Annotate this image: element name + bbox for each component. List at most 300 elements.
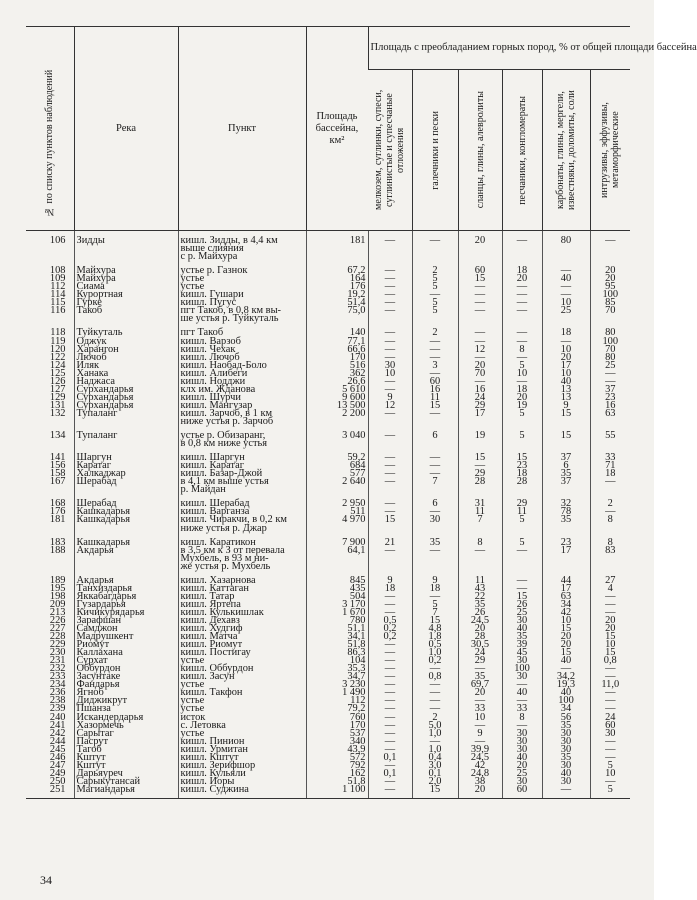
c5-cell: 15: [542, 649, 590, 657]
c1-cell: 0,2: [368, 633, 412, 641]
point-cell: кишл. Иоры: [178, 778, 306, 786]
point-cell: кишл. Шаргун: [178, 454, 306, 462]
c2-cell: 60: [412, 378, 458, 386]
table-row: [26, 432, 630, 448]
c2-cell: 6: [412, 432, 458, 448]
c4-cell: —: [502, 307, 542, 323]
area-cell: 64,1: [306, 547, 368, 571]
c2-cell: —: [412, 508, 458, 516]
point-cell: кишл. Постигау: [178, 649, 306, 657]
num-cell: 230: [49, 647, 66, 659]
c5-cell: —: [542, 338, 590, 346]
c6-cell: 55: [590, 432, 630, 448]
c2-cell: 18: [412, 585, 458, 593]
river-cell: Танхиздарья: [74, 585, 178, 593]
header-point: Пункт: [178, 27, 306, 231]
area-cell: 845: [306, 577, 368, 585]
c4-cell: 5: [502, 432, 542, 448]
area-cell: 1 670: [306, 609, 368, 617]
area-cell: 112: [306, 697, 368, 705]
c1-cell: —: [368, 478, 412, 494]
point-cell: в 4,1 км выше устья р. Майдан: [178, 478, 306, 494]
table-row: [26, 299, 630, 307]
point-cell: с. Летовка: [178, 722, 306, 730]
num-cell: 131: [49, 399, 66, 411]
c5-cell: 40: [542, 378, 590, 386]
header-col-gravel: галечники и пески: [412, 70, 458, 231]
c2-cell: 9: [412, 577, 458, 585]
river-cell: Каллахана: [74, 649, 178, 657]
c4-cell: —: [502, 547, 542, 571]
num-cell: 119: [50, 335, 66, 347]
c5-cell: —: [542, 291, 590, 299]
c3-cell: 11: [458, 577, 502, 585]
c3-cell: —: [458, 283, 502, 291]
c5-cell: 20: [542, 354, 590, 362]
c1-cell: 15: [368, 516, 412, 532]
table-row: [26, 633, 630, 641]
c5-cell: 15: [542, 432, 590, 448]
point-cell: кишл. Мангузар: [178, 402, 306, 410]
area-cell: 504: [306, 593, 368, 601]
c6-cell: 10: [590, 641, 630, 649]
c4-cell: 35: [502, 633, 542, 641]
c5-cell: 80: [542, 237, 590, 261]
c3-cell: 20: [458, 237, 502, 261]
c4-cell: 45: [502, 649, 542, 657]
river-cell: Засунтаке: [74, 673, 178, 681]
river-cell: Риомут: [74, 641, 178, 649]
area-cell: 51,1: [306, 625, 368, 633]
c1-cell: —: [368, 267, 412, 275]
river-cell: Акдарья: [74, 577, 178, 585]
c2-cell: 0,1: [412, 770, 458, 778]
area-cell: 5 610: [306, 386, 368, 394]
c2-cell: 1,0: [412, 730, 458, 738]
c5-cell: 13: [542, 394, 590, 402]
c4-cell: —: [502, 577, 542, 585]
c4-cell: 5: [502, 410, 542, 426]
num-cell: 127: [49, 383, 66, 395]
c6-cell: 8: [590, 539, 630, 547]
river-cell: Магиандарья: [74, 786, 178, 794]
c3-cell: 69,7: [458, 681, 502, 689]
area-cell: 4 970: [306, 516, 368, 532]
c4-cell: —: [502, 681, 542, 689]
c4-cell: —: [502, 237, 542, 261]
point-cell: кишл. Оббурдон: [178, 665, 306, 673]
c3-cell: 30,5: [458, 641, 502, 649]
c6-cell: 5: [590, 762, 630, 770]
c6-cell: —: [590, 705, 630, 713]
c4-cell: 5: [502, 516, 542, 532]
c5-cell: 100: [542, 697, 590, 705]
area-cell: 760: [306, 714, 368, 722]
point-cell: кишл. Шурчи: [178, 394, 306, 402]
point-cell: в 3,5 км к З от перевала Мухбель, в 93 м ни- же устья р. Мухбель: [178, 547, 306, 571]
c2-cell: —: [412, 338, 458, 346]
area-cell: 13 500: [306, 402, 368, 410]
point-cell: кишл. Лючоб: [178, 354, 306, 362]
point-cell: кишл. Кулькишлак: [178, 609, 306, 617]
c3-cell: 24,5: [458, 754, 502, 762]
c3-cell: —: [458, 329, 502, 337]
c3-cell: —: [458, 665, 502, 673]
c5-cell: 56: [542, 714, 590, 722]
num-cell: 125: [49, 367, 66, 379]
c5-cell: 10: [542, 617, 590, 625]
area-cell: 79,2: [306, 705, 368, 713]
table-row: [26, 786, 630, 794]
c3-cell: 31: [458, 500, 502, 508]
table-row: [26, 354, 630, 362]
river-cell: Иляк: [74, 362, 178, 370]
num-cell: 132: [49, 407, 66, 419]
c3-cell: 20: [458, 689, 502, 697]
c6-cell: 60: [590, 722, 630, 730]
point-cell: кишл. Зерифшор: [178, 762, 306, 770]
c2-cell: 1,8: [412, 633, 458, 641]
c2-cell: 0,2: [412, 657, 458, 665]
point-cell: кишл. Хазарнова: [178, 577, 306, 585]
area-cell: 51,8: [306, 778, 368, 786]
c6-cell: —: [590, 738, 630, 746]
num-cell: 209: [49, 598, 66, 610]
c5-cell: 13: [542, 386, 590, 394]
river-cell: Кашкадарья: [74, 539, 178, 547]
area-cell: 577: [306, 470, 368, 478]
c3-cell: —: [458, 307, 502, 323]
c1-cell: —: [368, 410, 412, 426]
num-cell: 226: [49, 614, 66, 626]
c6-cell: 33: [590, 454, 630, 462]
point-cell: устье: [178, 275, 306, 283]
c1-cell: —: [368, 657, 412, 665]
table-row: [26, 307, 630, 323]
c6-cell: —: [590, 478, 630, 494]
area-cell: 435: [306, 585, 368, 593]
num-cell: 129: [49, 391, 66, 403]
c4-cell: 40: [502, 754, 542, 762]
table-row: [26, 730, 630, 738]
c1-cell: 9: [368, 394, 412, 402]
header-area: Площадь бассейна, км²: [306, 27, 368, 231]
c5-cell: 6: [542, 462, 590, 470]
c6-cell: 2: [590, 500, 630, 508]
area-cell: 780: [306, 617, 368, 625]
c5-cell: 9: [542, 402, 590, 410]
point-cell: кишл. Пугус: [178, 299, 306, 307]
header-col-shale: сланцы, глины, алевролиты: [458, 70, 502, 231]
c4-cell: 18: [502, 470, 542, 478]
river-cell: Кштут: [74, 762, 178, 770]
area-cell: 537: [306, 730, 368, 738]
c1-cell: —: [368, 329, 412, 337]
table-row: [26, 649, 630, 657]
table-row: [26, 329, 630, 337]
c5-cell: —: [542, 283, 590, 291]
c5-cell: 37: [542, 478, 590, 494]
river-cell: Тупаланг: [74, 410, 178, 426]
table-row: [26, 454, 630, 462]
c5-cell: 20: [542, 641, 590, 649]
c5-cell: 23: [542, 539, 590, 547]
c1-cell: —: [368, 722, 412, 730]
num-cell: 115: [50, 297, 66, 309]
num-cell: 108: [49, 265, 66, 277]
c1-cell: 10: [368, 370, 412, 378]
table-row: [26, 539, 630, 547]
c1-cell: —: [368, 299, 412, 307]
num-cell: 238: [49, 695, 66, 707]
num-cell: 227: [49, 623, 66, 635]
c1-cell: —: [368, 291, 412, 299]
c6-cell: 37: [590, 386, 630, 394]
area-cell: 34,1: [306, 633, 368, 641]
c3-cell: —: [458, 738, 502, 746]
c1-cell: —: [368, 593, 412, 601]
c3-cell: 11: [458, 508, 502, 516]
c1-cell: 0,2: [368, 625, 412, 633]
c4-cell: —: [502, 299, 542, 307]
area-cell: 3 040: [306, 432, 368, 448]
c6-cell: 25: [590, 362, 630, 370]
point-cell: кишл. Наобад-Боло: [178, 362, 306, 370]
c3-cell: 15: [458, 454, 502, 462]
river-cell: Оджук: [74, 338, 178, 346]
c4-cell: —: [502, 291, 542, 299]
num-cell: 213: [49, 606, 66, 618]
point-cell: исток: [178, 714, 306, 722]
c4-cell: 30: [502, 738, 542, 746]
c1-cell: —: [368, 641, 412, 649]
c6-cell: 83: [590, 547, 630, 571]
num-cell: 109: [49, 273, 66, 285]
c1-cell: 0,1: [368, 754, 412, 762]
point-cell: устье: [178, 283, 306, 291]
c3-cell: 29: [458, 657, 502, 665]
c2-cell: 1,0: [412, 649, 458, 657]
c3-cell: 60: [458, 267, 502, 275]
c1-cell: —: [368, 346, 412, 354]
c2-cell: 7: [412, 609, 458, 617]
c3-cell: 42: [458, 762, 502, 770]
num-cell: 195: [49, 582, 66, 594]
c2-cell: —: [412, 410, 458, 426]
c4-cell: 8: [502, 714, 542, 722]
c4-cell: 20: [502, 762, 542, 770]
area-cell: 66,6: [306, 346, 368, 354]
num-cell: 116: [50, 305, 66, 317]
c1-cell: —: [368, 730, 412, 738]
river-cell: Гурке: [74, 299, 178, 307]
c5-cell: 18: [542, 329, 590, 337]
point-cell: кишл. Кштут: [178, 754, 306, 762]
c5-cell: —: [542, 267, 590, 275]
river-cell: Лючоб: [74, 354, 178, 362]
num-cell: 158: [49, 468, 66, 480]
river-cell: Сурхандарья: [74, 386, 178, 394]
c4-cell: —: [502, 329, 542, 337]
c6-cell: —: [590, 609, 630, 617]
area-cell: 86,3: [306, 649, 368, 657]
num-cell: 231: [49, 655, 66, 667]
river-cell: Яккабагдарья: [74, 593, 178, 601]
river-cell: Туйкуталь: [74, 329, 178, 337]
river-cell: Оббурдон: [74, 665, 178, 673]
c3-cell: —: [458, 338, 502, 346]
c2-cell: 5: [412, 299, 458, 307]
c4-cell: 100: [502, 665, 542, 673]
c5-cell: 35: [542, 516, 590, 532]
area-cell: 34,7: [306, 673, 368, 681]
c6-cell: —: [590, 378, 630, 386]
c5-cell: 30: [542, 762, 590, 770]
c6-cell: 85: [590, 299, 630, 307]
c1-cell: 0,5: [368, 617, 412, 625]
table-row: [26, 547, 630, 571]
c4-cell: —: [502, 378, 542, 386]
c3-cell: —: [458, 722, 502, 730]
c1-cell: —: [368, 746, 412, 754]
river-cell: Харангон: [74, 346, 178, 354]
c2-cell: 16: [412, 386, 458, 394]
area-cell: 140: [306, 329, 368, 337]
c1-cell: —: [368, 609, 412, 617]
area-cell: 43,9: [306, 746, 368, 754]
point-cell: кишл. Суджина: [178, 786, 306, 794]
num-cell: 232: [49, 663, 66, 675]
num-cell: 247: [49, 759, 66, 771]
c6-cell: —: [590, 746, 630, 754]
c4-cell: 25: [502, 770, 542, 778]
c1-cell: —: [368, 673, 412, 681]
c5-cell: 63: [542, 593, 590, 601]
c5-cell: 10: [542, 299, 590, 307]
river-cell: Сиама: [74, 283, 178, 291]
c5-cell: 40: [542, 689, 590, 697]
point-cell: кишл. Татар: [178, 593, 306, 601]
c1-cell: —: [368, 697, 412, 705]
c6-cell: 100: [590, 338, 630, 346]
point-cell: кишл. Дехавз: [178, 617, 306, 625]
num-cell: 251: [49, 783, 66, 795]
table-body: [26, 231, 630, 799]
num-cell: 189: [49, 574, 66, 586]
c5-cell: 30: [542, 730, 590, 738]
c3-cell: —: [458, 378, 502, 386]
c5-cell: 40: [542, 770, 590, 778]
c6-cell: —: [590, 370, 630, 378]
c2-cell: —: [412, 346, 458, 354]
c4-cell: 30: [502, 657, 542, 665]
c6-cell: 30: [590, 730, 630, 738]
c6-cell: 100: [590, 291, 630, 299]
c4-cell: 39: [502, 641, 542, 649]
c5-cell: 17: [542, 585, 590, 593]
c2-cell: 1,0: [412, 746, 458, 754]
num-cell: 249: [49, 767, 66, 779]
point-cell: пгт Такоб, в 0,8 км вы- ше устья р. Туйкуталь: [178, 307, 306, 323]
c1-cell: —: [368, 508, 412, 516]
c6-cell: 80: [590, 354, 630, 362]
point-cell: кишл. Такфон: [178, 689, 306, 697]
c3-cell: —: [458, 291, 502, 299]
c5-cell: 19,3: [542, 681, 590, 689]
c2-cell: —: [412, 689, 458, 697]
table-row: [26, 346, 630, 354]
c4-cell: 15: [502, 593, 542, 601]
page-number: 34: [40, 873, 52, 887]
c2-cell: 2: [412, 329, 458, 337]
c5-cell: 34: [542, 601, 590, 609]
c3-cell: 10: [458, 714, 502, 722]
c3-cell: 70: [458, 370, 502, 378]
num-cell: 114: [50, 289, 66, 301]
point-cell: кишл. Варзоб: [178, 338, 306, 346]
c3-cell: 35: [458, 673, 502, 681]
c4-cell: —: [502, 722, 542, 730]
c1-cell: —: [368, 386, 412, 394]
table-row: [26, 738, 630, 746]
c3-cell: 33: [458, 705, 502, 713]
area-cell: 51,8: [306, 641, 368, 649]
river-cell: Ягноб: [74, 689, 178, 697]
area-cell: 516: [306, 362, 368, 370]
c5-cell: —: [542, 665, 590, 673]
c5-cell: 42: [542, 609, 590, 617]
area-cell: 2 200: [306, 410, 368, 426]
point-cell: клх им. Жданова: [178, 386, 306, 394]
c5-cell: 25: [542, 307, 590, 323]
c5-cell: 34,2: [542, 673, 590, 681]
c1-cell: —: [368, 547, 412, 571]
point-cell: устье: [178, 730, 306, 738]
river-cell: Майхура: [74, 275, 178, 283]
c6-cell: 11,0: [590, 681, 630, 689]
c2-cell: 2,0: [412, 778, 458, 786]
c1-cell: —: [368, 338, 412, 346]
c6-cell: 23: [590, 394, 630, 402]
c3-cell: 38: [458, 778, 502, 786]
c2-cell: —: [412, 291, 458, 299]
c3-cell: —: [458, 299, 502, 307]
c4-cell: 5: [502, 362, 542, 370]
area-cell: 1 100: [306, 786, 368, 794]
river-cell: Сурхандарья: [74, 394, 178, 402]
area-cell: 170: [306, 354, 368, 362]
area-cell: 2 950: [306, 500, 368, 508]
river-cell: Дарьяуреч: [74, 770, 178, 778]
header-rock-group: Площадь с преобладанием горных пород, % от общей площади бассейна: [368, 27, 630, 70]
c1-cell: —: [368, 275, 412, 283]
num-cell: 236: [49, 687, 66, 699]
c5-cell: 40: [542, 275, 590, 283]
c6-cell: 20: [590, 275, 630, 283]
c1-cell: —: [368, 470, 412, 478]
c4-cell: 5: [502, 539, 542, 547]
c3-cell: 16: [458, 386, 502, 394]
c2-cell: —: [412, 705, 458, 713]
c3-cell: —: [458, 697, 502, 705]
c4-cell: 60: [502, 786, 542, 794]
c4-cell: 30: [502, 617, 542, 625]
header-col-loam: мелкозем, суглинки, супеси, суглинистые и супесчаные отложения: [368, 70, 412, 231]
area-cell: 104: [306, 657, 368, 665]
c1-cell: —: [368, 454, 412, 462]
river-cell: Сурхандарья: [74, 402, 178, 410]
point-cell: устье: [178, 657, 306, 665]
